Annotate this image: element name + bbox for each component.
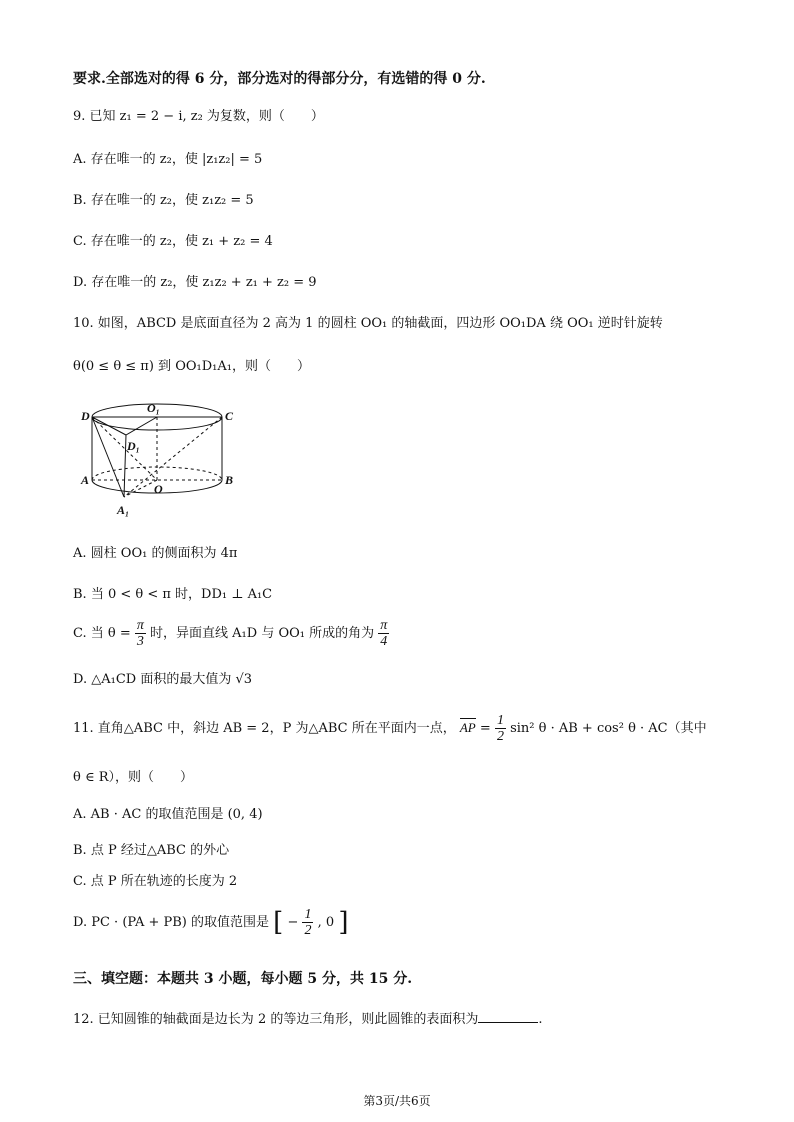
q12-end: . — [538, 1012, 543, 1027]
label-a1: A₁ — [117, 503, 130, 517]
left-bracket: [ — [273, 907, 284, 938]
q11-stem-line1 — [73, 713, 707, 744]
vector-ap: AP — [459, 720, 476, 735]
q9-option-c: C. 存在唯一的 z₂，使 z₁ + z₂ = 4 — [73, 234, 273, 249]
q11-fraction — [495, 713, 506, 744]
fraction-denominator: 2 — [304, 923, 312, 938]
label-d1: D₁ — [127, 439, 140, 453]
q10-option-a: A. 圆柱 OO₁ 的侧面积为 4π — [73, 546, 238, 561]
q10-stem-line1: 10. 如图，ABCD 是底面直径为 2 高为 1 的圆柱 OO₁ 的轴截面，四边形 OO₁DA 绕 OO₁ 逆时针旋转 — [73, 316, 663, 331]
cylinder-figure — [75, 400, 245, 520]
q10-option-c-mid: 时，异面直线 A₁D 与 OO₁ 所成的角为 — [150, 626, 375, 641]
q11-option-a: A. AB · AC 的取值范围是 (0, 4) — [73, 807, 263, 822]
q9-option-b: B. 存在唯一的 z₂，使 z₁z₂ = 5 — [73, 193, 254, 208]
q12-stem: 12. 已知圆锥的轴截面是边长为 2 的等边三角形，则此圆锥的表面积为 — [73, 1012, 479, 1027]
q11-option-c: C. 点 P 所在轨迹的长度为 2 — [73, 874, 238, 889]
q11-option-b: B. 点 P 经过△ABC 的外心 — [73, 843, 230, 858]
q11-option-d-post: , 0 — [317, 915, 335, 930]
fraction-denominator: 2 — [496, 729, 504, 744]
page-footer: 第3页/共6页 — [363, 1094, 431, 1108]
fraction-denominator: 4 — [380, 634, 388, 649]
q10-option-c-fraction-1 — [135, 618, 146, 649]
right-bracket: ] — [338, 907, 349, 938]
answer-blank — [478, 1010, 538, 1023]
label-b: B — [225, 473, 234, 487]
q9-option-a: A. 存在唯一的 z₂，使 |z₁z₂| = 5 — [73, 152, 263, 167]
label-o: O — [154, 482, 163, 496]
label-c: C — [225, 409, 234, 423]
q11-option-d — [73, 907, 348, 938]
q10-option-c — [73, 618, 389, 649]
q9-option-d: D. 存在唯一的 z₂，使 z₁z₂ + z₁ + z₂ = 9 — [73, 275, 317, 290]
q12-text — [73, 1008, 542, 1027]
fraction-numerator: 1 — [496, 713, 504, 728]
fraction-denominator: 3 — [136, 634, 144, 649]
q11-option-d-fraction — [302, 907, 313, 938]
section-requirement: 要求.全部选对的得 6 分，部分选对的得部分分，有选错的得 0 分. — [73, 71, 486, 87]
fraction-numerator: π — [136, 618, 144, 633]
q10-option-c-pre: C. 当 θ = — [73, 626, 131, 641]
q10-option-c-fraction-2 — [378, 618, 389, 649]
q11-stem-post: sin² θ · AB + cos² θ · AC（其中 — [510, 721, 707, 736]
q11-stem-line2: θ ∈ R），则（ ） — [73, 770, 194, 785]
q11-stem-pre: 11. 直角△ABC 中，斜边 AB = 2，P 为△ABC 所在平面内一点， — [73, 721, 456, 736]
equals-sign: = — [479, 721, 491, 736]
q9-stem: 9. 已知 z₁ = 2 − i, z₂ 为复数，则（ ） — [73, 109, 324, 124]
fraction-numerator: π — [380, 618, 388, 633]
q10-option-d: D. △A₁CD 面积的最大值为 √3 — [73, 672, 253, 687]
label-a: A — [81, 473, 90, 487]
minus-sign: − — [287, 915, 299, 930]
label-o1: O₁ — [147, 401, 160, 415]
q10-stem-line2: θ(0 ≤ θ ≤ π) 到 OO₁D₁A₁，则（ ） — [73, 359, 310, 374]
label-d: D — [81, 409, 90, 423]
q11-option-d-pre: D. PC · (PA + PB) 的取值范围是 — [73, 915, 269, 930]
fraction-numerator: 1 — [304, 907, 312, 922]
section3-title: 三、填空题：本题共 3 小题，每小题 5 分，共 15 分. — [73, 971, 413, 987]
q10-option-b: B. 当 0 < θ < π 时，DD₁ ⊥ A₁C — [73, 587, 273, 602]
